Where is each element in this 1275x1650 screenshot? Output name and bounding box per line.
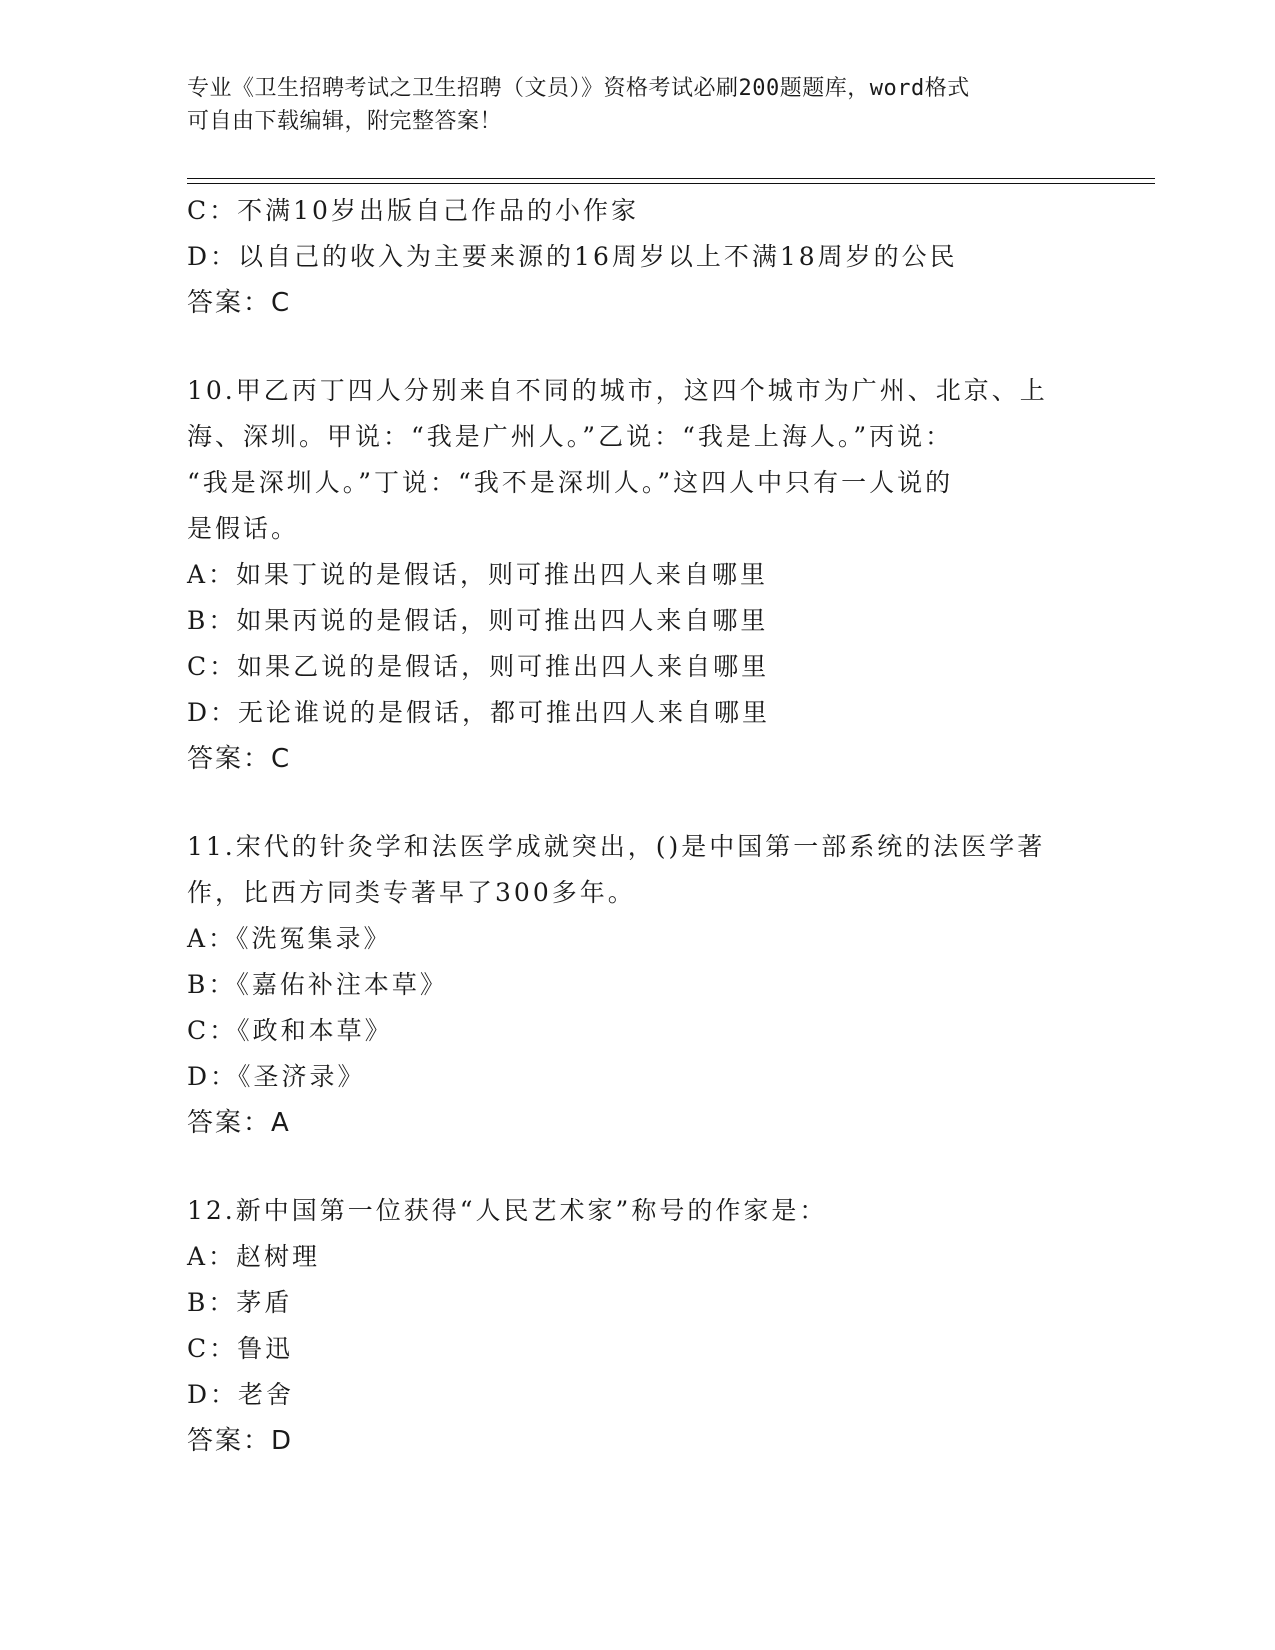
option-d: D：老舍 bbox=[187, 1380, 295, 1409]
option-d: D：无论谁说的是假话，都可推出四人来自哪里 bbox=[187, 698, 771, 727]
answer-line: 答案：C bbox=[187, 744, 292, 774]
answer-line: 答案：C bbox=[187, 288, 292, 318]
header-divider-bottom bbox=[187, 183, 1155, 184]
answer-line: 答案：D bbox=[187, 1426, 294, 1456]
question-stem-line: 11.宋代的针灸学和法医学成就突出，()是中国第一部系统的法医学著 bbox=[187, 832, 1046, 861]
question-stem-line: 是假话。 bbox=[187, 514, 300, 543]
option-a: A：赵树理 bbox=[187, 1242, 321, 1271]
option-c: C：如果乙说的是假话，则可推出四人来自哪里 bbox=[187, 652, 770, 681]
option-b: B：如果丙说的是假话，则可推出四人来自哪里 bbox=[187, 606, 769, 635]
option-b: B：《嘉佑补注本草》 bbox=[187, 970, 448, 999]
header-line-1: 专业《卫生招聘考试之卫生招聘（文员）》资格考试必刷200题题库，word格式 bbox=[187, 76, 970, 101]
option-d: D：以自己的收入为主要来源的16周岁以上不满18周岁的公民 bbox=[187, 242, 958, 271]
option-c: C：不满10岁出版自己作品的小作家 bbox=[187, 196, 639, 225]
question-stem-line: 10.甲乙丙丁四人分别来自不同的城市，这四个城市为广州、北京、上 bbox=[187, 376, 1048, 405]
question-11 bbox=[187, 824, 1087, 1146]
option-d: D：《圣济录》 bbox=[187, 1062, 366, 1091]
header-divider-top bbox=[187, 178, 1155, 179]
question-stem-line: “我是深圳人。”丁说：“我不是深圳人。”这四人中只有一人说的 bbox=[187, 468, 954, 497]
question-10 bbox=[187, 368, 1087, 782]
document-header bbox=[187, 72, 1087, 138]
question-12 bbox=[187, 1188, 1087, 1464]
option-a: A：如果丁说的是假话，则可推出四人来自哪里 bbox=[187, 560, 769, 589]
question-list bbox=[187, 188, 1087, 1464]
question-stem-line: 作，比西方同类专著早了300多年。 bbox=[187, 878, 636, 907]
question-fragment bbox=[187, 188, 1087, 326]
option-b: B：茅盾 bbox=[187, 1288, 293, 1317]
option-c: C：《政和本草》 bbox=[187, 1016, 393, 1045]
header-line-2: 可自由下载编辑，附完整答案！ bbox=[187, 109, 503, 134]
option-a: A：《洗冤集录》 bbox=[187, 924, 392, 953]
option-c: C：鲁迅 bbox=[187, 1334, 294, 1363]
question-stem-line: 12.新中国第一位获得“人民艺术家”称号的作家是： bbox=[187, 1196, 828, 1225]
question-stem-line: 海、深圳。甲说：“我是广州人。”乙说：“我是上海人。”丙说： bbox=[187, 422, 954, 451]
answer-line: 答案：A bbox=[187, 1108, 291, 1138]
